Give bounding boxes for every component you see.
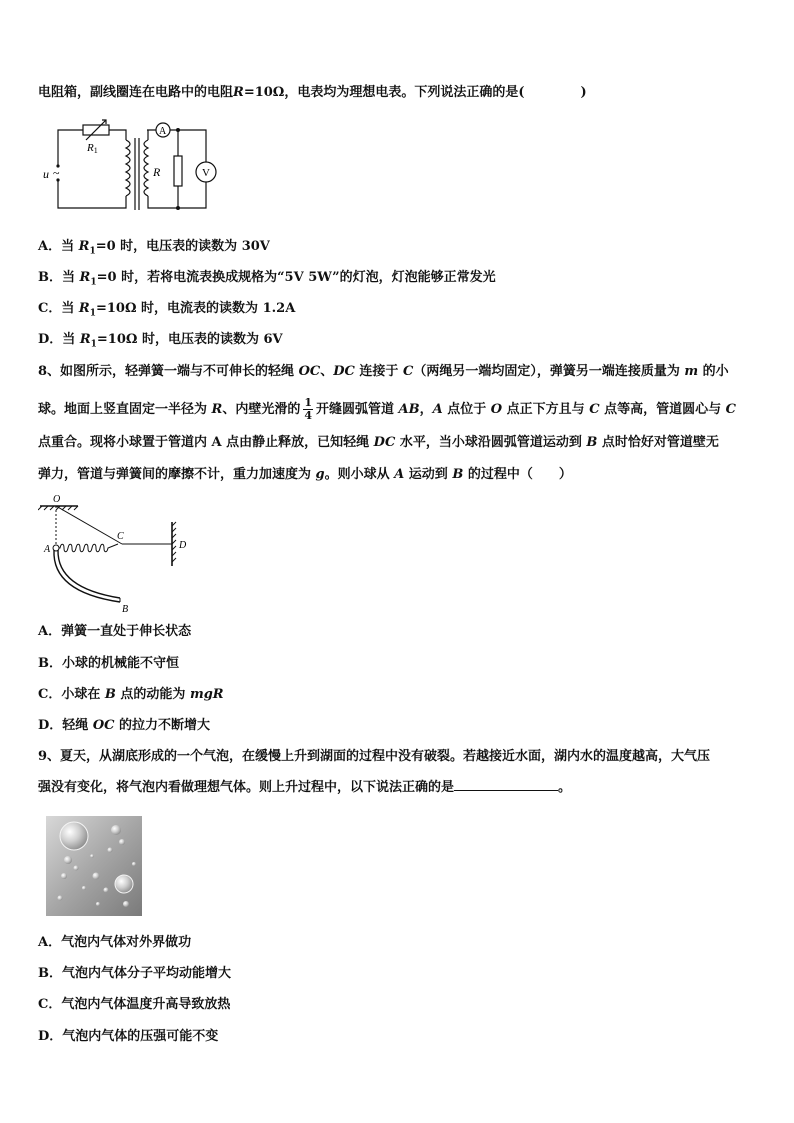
point-o-label: O — [53, 494, 61, 505]
u-label: u — [43, 167, 49, 181]
q9-stem-line-2: 强没有变化，将气泡内看做理想气体。则上升过程中，以下说法正确的是 。 — [38, 780, 572, 795]
q7-option-d: D．当 $R_1=10\Omega$ 时，电压表的读数为 6V — [38, 332, 283, 350]
q8-stem-line-1: 8、如图所示，轻弹簧一端与不可伸长的轻绳 OC、DC 连接于 C（两绳另一端均固定），弹簧另一端连接质量为 m 的小 — [38, 364, 729, 379]
q9-option-d: D．气泡内气体的压强可能不变 — [38, 1029, 219, 1044]
q9-stem-line-1: 9、夏天，从湖底形成的一个气泡，在缓慢上升到湖面的过程中没有破裂。若越接近水面，湖内水的温度越高，大气压 — [38, 749, 711, 764]
q8-stem-line-4: 弹力，管道与弹簧间的摩擦不计，重力加速度为 g。则小球从 A 运动到 B 的过程中（ ） — [38, 467, 572, 482]
ac-source-symbol: ~ — [53, 166, 60, 180]
q7-option-b: B．当 $R_1=0$ 时，若将电流表换成规格为“5V 5W”的灯泡，灯泡能够正常发光 — [38, 270, 496, 288]
q8-option-d: D．轻绳 OC 的拉力不断增大 — [38, 718, 211, 733]
answer-blank[interactable] — [454, 778, 558, 791]
q9-option-b: B．气泡内气体分子平均动能增大 — [38, 966, 232, 981]
r1-label: R1 — [87, 142, 98, 155]
q7-option-c: C．当 $R_1=10\Omega$ 时，电流表的读数为 1.2A — [38, 301, 296, 319]
transformer-circuit-figure — [38, 118, 218, 218]
r-label: R — [153, 165, 161, 179]
q7-stem-tail: 电阻箱，副线圈连在电路中的电阻R=10Ω，电表均为理想电表。下列说法正确的是( ) — [38, 85, 587, 100]
q8-option-c: C．小球在 B 点的动能为 mgR — [38, 687, 224, 702]
ammeter-label: A — [159, 126, 167, 137]
spring-pipe-figure — [38, 492, 198, 614]
point-c-label: C — [117, 531, 124, 542]
quarter-fraction: $\frac{1}{4}$ — [304, 396, 313, 422]
voltmeter-label: V — [202, 167, 210, 179]
q9-option-a: A．气泡内气体对外界做功 — [38, 935, 192, 950]
bubbles-image — [46, 816, 142, 916]
q9-option-c: C．气泡内气体温度升高导致放热 — [38, 997, 231, 1012]
point-d-label: D — [179, 540, 187, 551]
q7-option-a: A．当 $R_1=0$ 时，电压表的读数为 30V — [38, 239, 270, 257]
q8-option-a: A．弹簧一直处于伸长状态 — [38, 624, 192, 639]
q8-stem-line-2: 球。地面上竖直固定一半径为 R、内壁光滑的 $\frac{1}{4}$ 开缝圆弧管道 AB，A 点位于 O 点正下方且与 C 点等高，管道圆心与 C — [38, 396, 736, 422]
q8-stem-line-3: 点重合。现将小球置于管道内 A 点由静止释放，已知轻绳 DC 水平，当小球沿圆弧管道运动到 B 点时恰好对管道壁无 — [38, 435, 719, 450]
q8-option-b: B．小球的机械能不守恒 — [38, 656, 180, 671]
point-b-label: B — [122, 604, 129, 614]
point-a-label: A — [44, 544, 51, 555]
